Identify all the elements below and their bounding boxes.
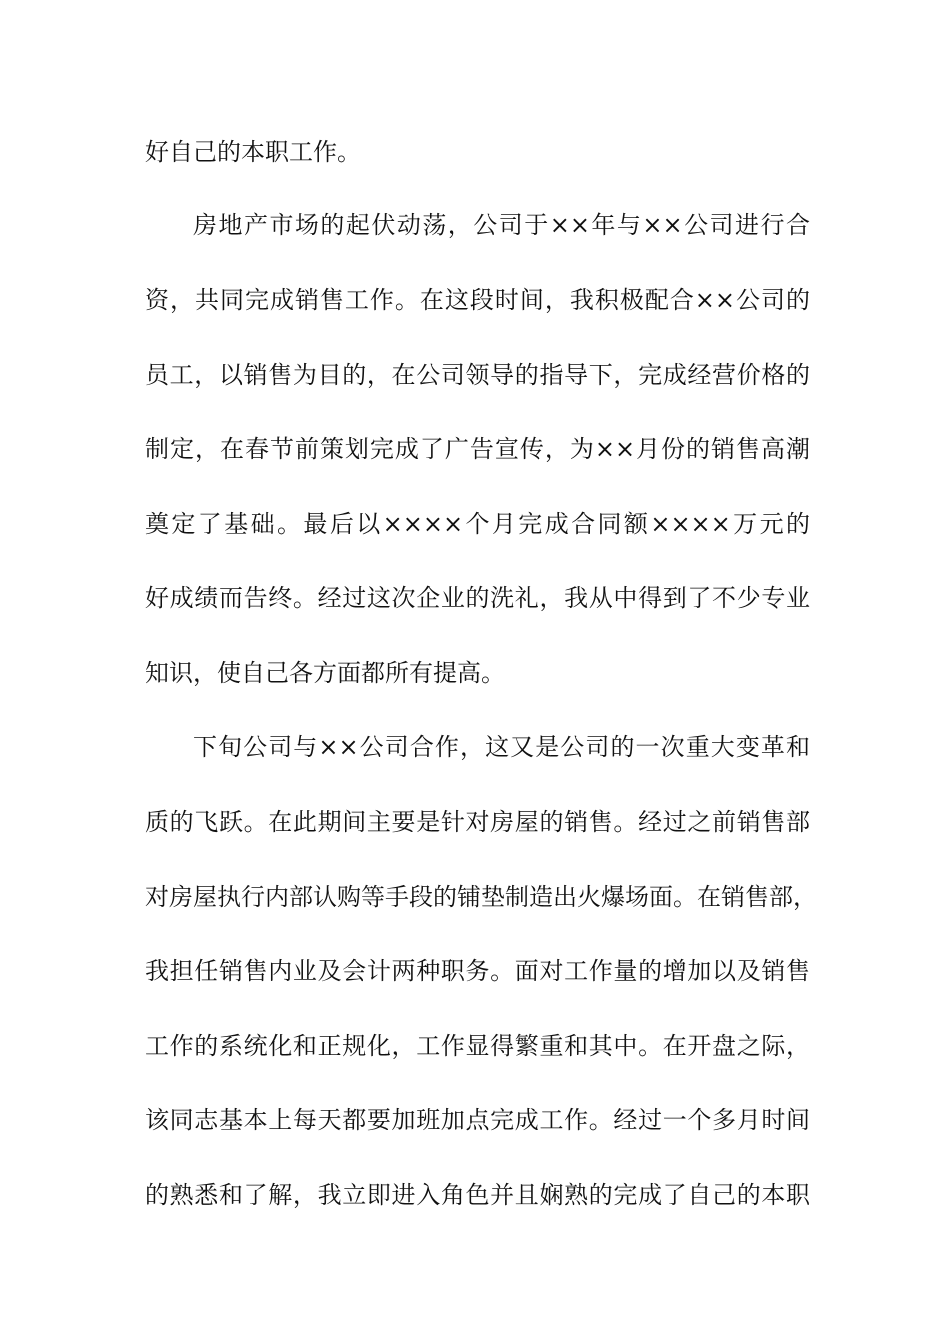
text-line-12: 我担任销售内业及会计两种职务。面对工作量的增加以及销售 — [145, 957, 810, 985]
text-line-5: 制定，在春节前策划完成了广告宣传，为××月份的销售高潮 — [145, 435, 810, 463]
text-line-8: 知识，使自己各方面都所有提高。 — [145, 659, 505, 687]
text-line-10: 质的飞跃。在此期间主要是针对房屋的销售。经过之前销售部 — [145, 808, 810, 836]
text-line-15: 的熟悉和了解，我立即进入角色并且娴熟的完成了自己的本职 — [145, 1181, 810, 1209]
text-line-4: 员工，以销售为目的，在公司领导的指导下，完成经营价格的 — [145, 361, 810, 389]
text-line-2: 房地产市场的起伏动荡，公司于××年与××公司进行合 — [193, 211, 810, 239]
text-line-13: 工作的系统化和正规化，工作显得繁重和其中。在开盘之际， — [145, 1032, 810, 1060]
text-line-11: 对房屋执行内部认购等手段的铺垫制造出火爆场面。在销售部， — [145, 883, 817, 911]
text-line-9: 下旬公司与××公司合作，这又是公司的一次重大变革和 — [193, 733, 810, 761]
text-line-3: 资，共同完成销售工作。在这段时间，我积极配合××公司的 — [145, 286, 810, 314]
text-line-6: 奠定了基础。最后以××××个月完成合同额××××万元的 — [145, 510, 810, 538]
text-line-14: 该同志基本上每天都要加班加点完成工作。经过一个多月时间 — [145, 1106, 810, 1134]
text-line-7: 好成绩而告终。经过这次企业的洗礼，我从中得到了不少专业 — [145, 584, 810, 612]
text-line-1: 好自己的本职工作。 — [145, 138, 361, 166]
